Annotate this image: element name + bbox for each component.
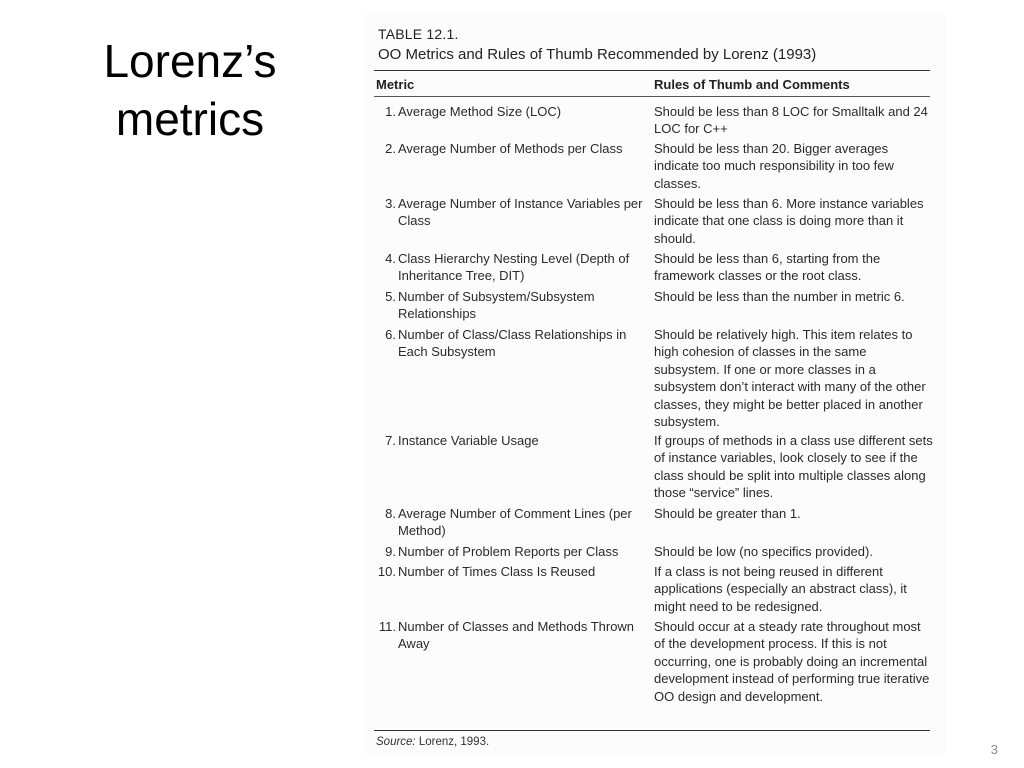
row-rule: Should be less than 20. Bigger averages indicate too much responsibility in too few classes. bbox=[654, 141, 894, 191]
row-number: 4. bbox=[385, 251, 396, 266]
row-number: 9. bbox=[385, 544, 396, 559]
row-rule: Should be less than 6, starting from the framework classes or the root class. bbox=[654, 251, 881, 284]
row-metric: Instance Variable Usage bbox=[398, 433, 539, 448]
table-number: TABLE 12.1. bbox=[378, 26, 459, 42]
source-label: Source: bbox=[376, 736, 416, 748]
table-header-rule bbox=[374, 96, 930, 97]
table-source bbox=[376, 736, 489, 748]
row-metric: Class Hierarchy Nesting Level (Depth of Inheritance Tree, DIT) bbox=[398, 251, 630, 284]
row-metric: Number of Class/Class Relationships in Each Subsystem bbox=[398, 327, 627, 360]
row-rule: Should occur at a steady rate throughout most of the development process. If this is not occurring, one is probably doing an incremental development instead of performing true iterative OO design and development. bbox=[654, 619, 930, 704]
row-metric: Number of Classes and Methods Thrown Away bbox=[398, 619, 635, 652]
row-metric: Number of Problem Reports per Class bbox=[398, 544, 619, 559]
column-header-metric: Metric bbox=[376, 77, 415, 92]
slide-title bbox=[60, 32, 320, 148]
row-number: 3. bbox=[385, 196, 396, 211]
slide-title-line-1: Lorenz’s bbox=[103, 35, 277, 87]
table-bottom-rule bbox=[374, 730, 930, 731]
row-metric: Average Number of Comment Lines (per Method) bbox=[398, 506, 632, 539]
row-metric: Average Number of Methods per Class bbox=[398, 141, 623, 156]
page-number: 3 bbox=[990, 742, 998, 757]
column-header-rules: Rules of Thumb and Comments bbox=[654, 77, 850, 92]
row-rule: Should be less than 8 LOC for Smalltalk and 24 LOC for C++ bbox=[654, 104, 928, 137]
table-top-rule bbox=[374, 70, 930, 71]
row-rule: If a class is not being reused in different applications (especially an abstract class), it might need to be redesigned. bbox=[654, 564, 907, 614]
row-rule: Should be greater than 1. bbox=[654, 506, 801, 521]
row-number: 6. bbox=[385, 327, 396, 342]
table-figure bbox=[364, 14, 946, 754]
row-metric: Average Number of Instance Variables per Class bbox=[398, 196, 643, 229]
table-caption: OO Metrics and Rules of Thumb Recommended by Lorenz (1993) bbox=[378, 46, 817, 63]
row-rule: Should be less than the number in metric 6. bbox=[654, 289, 905, 304]
row-metric: Number of Subsystem/Subsystem Relationships bbox=[398, 289, 595, 322]
row-rule: Should be low (no specifics provided). bbox=[654, 544, 873, 559]
row-number: 1. bbox=[385, 104, 396, 119]
row-metric: Average Method Size (LOC) bbox=[398, 104, 562, 119]
row-rule: Should be relatively high. This item relates to high cohesion of classes in the same subsystem. If one or more classes in a subsystem don’t interact with many of the other classes, they might be better placed in another subsystem. bbox=[654, 327, 926, 430]
row-number: 8. bbox=[385, 506, 396, 521]
source-text: Lorenz, 1993. bbox=[415, 736, 490, 748]
row-number: 5. bbox=[385, 289, 396, 304]
row-metric: Number of Times Class Is Reused bbox=[398, 564, 596, 579]
row-number: 2. bbox=[385, 141, 396, 156]
row-number: 7. bbox=[385, 433, 396, 448]
row-number: 11. bbox=[378, 619, 396, 634]
row-number: 10. bbox=[377, 564, 396, 579]
slide-title-line-2: metrics bbox=[115, 93, 265, 145]
row-rule: Should be less than 6. More instance variables indicate that one class is doing more than it should. bbox=[654, 196, 924, 246]
row-rule: If groups of methods in a class use different sets of instance variables, look closely to see if the class should be split into multiple classes along those “service” lines. bbox=[654, 433, 933, 501]
